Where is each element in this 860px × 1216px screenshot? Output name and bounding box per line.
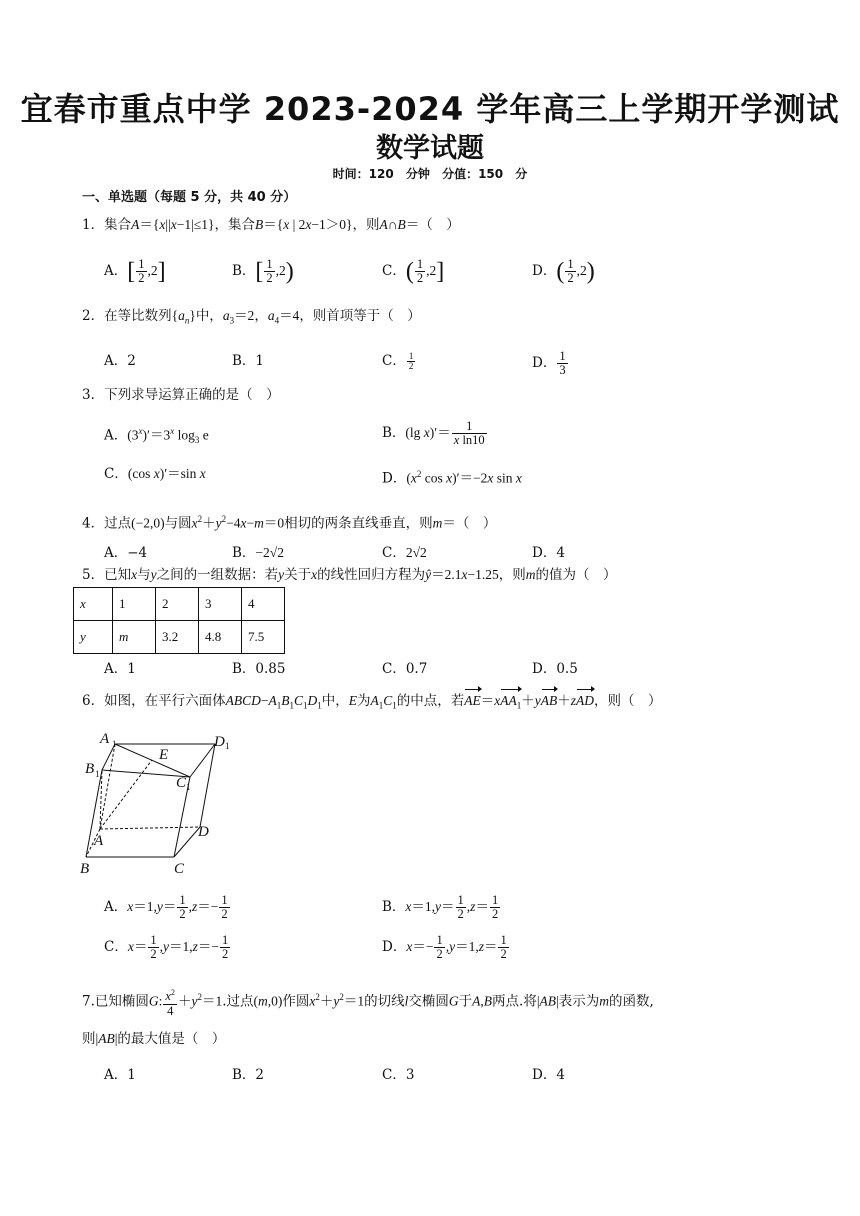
- question-7: 7.已知椭圆G: $\frac{x^2}{4}$ $+y^2=1$.过点(m,0)作圆$x^2+y^2=1$的切线l交椭圆G于A,B两点.将|AB|表示为m的函数,: [82, 988, 654, 1018]
- svg-text:B: B: [85, 761, 95, 777]
- svg-text:C: C: [176, 775, 187, 791]
- svg-text:D: D: [198, 824, 209, 840]
- question-number: 6．: [82, 693, 105, 709]
- exam-meta: 时间：120 分钟 分值：150 分: [332, 167, 528, 181]
- question-3: [82, 384, 782, 406]
- svg-text:A: A: [94, 833, 104, 849]
- question-number: 2．: [82, 308, 105, 324]
- svg-text:B: B: [80, 861, 90, 877]
- question-5: 5．已知x与y之间的一组数据：若y关于x的线性回归方程为ŷ＝2.1x−1.25，则m的值为（ ）: [82, 567, 617, 583]
- parallelepiped-figure: [80, 727, 260, 877]
- option-d[interactable]: D．x＝− $\frac{1}{2}$ ,y＝1,z＝ $\frac{1}{2}$: [382, 933, 507, 961]
- page-title: 宜春市重点中学 2023-2024 学年高三上学期开学测试: [20, 90, 840, 128]
- question-text: ，则: [352, 217, 380, 233]
- question-number: 5．: [82, 567, 105, 583]
- svg-text:D: D: [214, 734, 225, 750]
- svg-text:A: A: [100, 731, 110, 747]
- option-d[interactable]: D．4: [532, 545, 565, 561]
- question-text: 下列求导运算正确的是（ ）: [104, 387, 280, 403]
- svg-text:1: 1: [225, 741, 230, 751]
- svg-text:1: 1: [95, 769, 100, 779]
- option-a[interactable]: A．2: [104, 353, 136, 369]
- svg-text:E: E: [159, 747, 169, 763]
- question-4: 4．过点(−2,0)与圆$x^2+y^2-4x-m=0$相切的两条直线垂直，则m＝（ ）: [82, 514, 497, 532]
- option-c[interactable]: C．0.7: [382, 661, 428, 677]
- question-7-line-2: 则|AB|的最大值是（ ）: [82, 1031, 226, 1047]
- option-b[interactable]: B．(lg x)′＝ $\frac{1}{\text{x ln10}}$: [382, 419, 485, 447]
- option-c[interactable]: C．( $\frac{1}{2}$ ,2]: [382, 257, 445, 285]
- option-c[interactable]: C．x＝ $\frac{1}{2}$ ,y＝1,z＝− $\frac{1}{2}$: [104, 933, 229, 961]
- option-b[interactable]: B．[ $\frac{1}{2}$ ,2): [232, 257, 294, 285]
- option-c[interactable]: C．3: [382, 1067, 415, 1083]
- option-a[interactable]: A．[ $\frac{1}{2}$ ,2]: [104, 257, 166, 285]
- option-d[interactable]: D．( $\frac{1}{2}$ ,2): [532, 257, 595, 285]
- question-text: ，集合: [214, 217, 255, 233]
- svg-text:1: 1: [186, 782, 191, 792]
- question-number: 4．: [82, 515, 105, 532]
- option-b[interactable]: B．−2√2: [232, 545, 284, 561]
- option-b[interactable]: B．1: [232, 353, 265, 369]
- option-b[interactable]: B．2: [232, 1067, 265, 1083]
- option-b[interactable]: B．0.85: [232, 661, 286, 677]
- question-text: 集合: [104, 217, 132, 233]
- data-table: [73, 587, 285, 654]
- table-row: y m 3.2 4.8 7.5: [74, 621, 285, 654]
- option-d[interactable]: D． $\frac{1}{3}$: [532, 349, 566, 377]
- question-6: 6．如图，在平行六面体$ABCD-A_1B_1C_1D_1$中，E为$A_1C_1$的中点，若AE＝xAA$_1$＋yAB＋zAD，则（ ）: [82, 690, 782, 717]
- question-number: 1．: [82, 217, 105, 233]
- question-number: 3．: [82, 387, 105, 403]
- option-a[interactable]: A．1: [104, 1067, 136, 1083]
- option-a[interactable]: A．x＝1,y＝ $\frac{1}{2}$ ,z＝− $\frac{1}{2}$: [104, 893, 228, 921]
- option-c[interactable]: C．(cos x)′＝sin x: [104, 466, 206, 482]
- option-d[interactable]: D．0.5: [532, 661, 578, 677]
- option-d[interactable]: D．($x^2$ cos x)′＝−2x sin x: [382, 469, 522, 487]
- question-text: （ ）: [419, 217, 460, 233]
- option-c[interactable]: C．2√2: [382, 545, 427, 561]
- section-heading: 一、单选题（每题 5 分，共 40 分）: [82, 190, 297, 205]
- svg-text:1: 1: [112, 739, 117, 749]
- option-a[interactable]: A．$(3^x)'=3^x$ $\log_3 e$: [104, 426, 209, 446]
- option-a[interactable]: A．−4: [104, 545, 148, 561]
- question-number: 7.: [82, 993, 95, 1010]
- option-a[interactable]: A．1: [104, 661, 136, 677]
- question-1: 1．集合A＝{x||x−1|≤1}，集合B＝{x | 2x−1＞0}，则A∩B＝（ ）: [82, 217, 460, 233]
- svg-text:C: C: [174, 861, 185, 877]
- table-row: x 1 2 3 4: [74, 588, 285, 621]
- option-c[interactable]: C． $\frac{1}{2}$: [382, 351, 414, 371]
- question-2: 2．在等比数列$\{a_n\}$中，$a_3=2$，$a_4=4$，则首项等于（ ）: [82, 308, 421, 326]
- option-d[interactable]: D．4: [532, 1067, 565, 1083]
- option-b[interactable]: B．x＝1,y＝ $\frac{1}{2}$ ,z＝ $\frac{1}{2}$: [382, 893, 499, 921]
- page-subtitle: 数学试题: [376, 133, 484, 164]
